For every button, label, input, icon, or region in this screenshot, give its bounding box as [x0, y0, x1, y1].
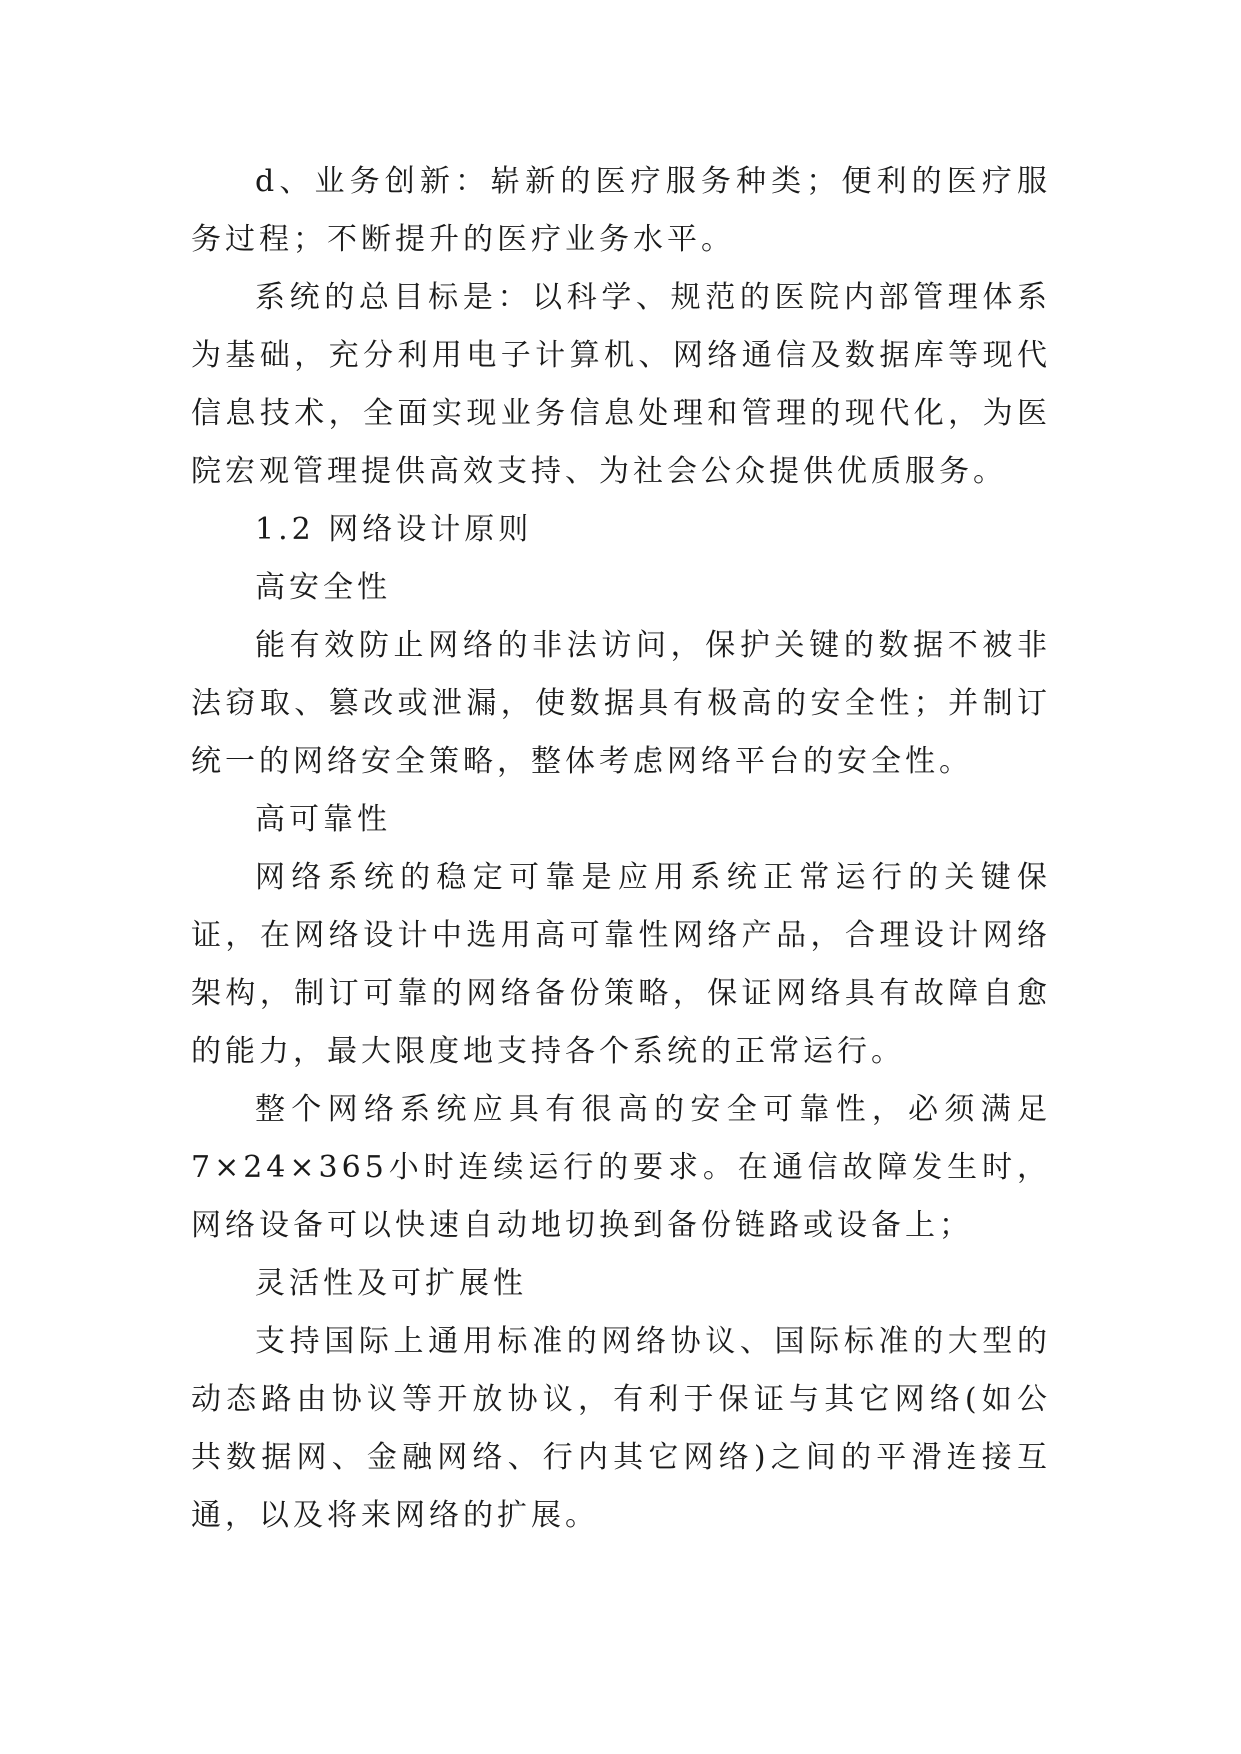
subheading-high-reliability: 高可靠性 — [255, 802, 391, 837]
paragraph-system-goal: 系统的总目标是：以科学、规范的医院内部管理体系为基础，充分利用电子计算机、网络通信及数据库等现代信息技术，全面实现业务信息处理和管理的现代化，为医院宏观管理提供高效支持、为社会公众提供优质服务。 — [191, 280, 1051, 489]
subheading-high-security: 高安全性 — [255, 570, 391, 605]
paragraph-flexibility: 支持国际上通用标准的网络协议、国际标准的大型的动态路由协议等开放协议，有利于保证与其它网络(如公共数据网、金融网络、行内其它网络)之间的平滑连接互通，以及将来网络的扩展。 — [191, 1324, 1051, 1533]
section-heading-1-2: 1.2 网络设计原则 — [255, 512, 533, 547]
paragraph-security: 能有效防止网络的非法访问，保护关键的数据不被非法窃取、篡改或泄漏，使数据具有极高的安全性；并制订统一的网络安全策略，整体考虑网络平台的安全性。 — [191, 628, 1051, 779]
paragraph-business-innovation: d、业务创新：崭新的医疗服务种类；便利的医疗服务过程；不断提升的医疗业务水平。 — [191, 164, 1051, 257]
document-body — [191, 153, 1051, 1545]
paragraph-reliability: 网络系统的稳定可靠是应用系统正常运行的关键保证，在网络设计中选用高可靠性网络产品，合理设计网络架构，制订可靠的网络备份策略，保证网络具有故障自愈的能力，最大限度地支持各个系统的正常运行。 — [191, 860, 1051, 1069]
paragraph-availability: 整个网络系统应具有很高的安全可靠性，必须满足7×24×365小时连续运行的要求。在通信故障发生时，网络设备可以快速自动地切换到备份链路或设备上； — [191, 1092, 1051, 1243]
subheading-flexibility: 灵活性及可扩展性 — [255, 1266, 527, 1301]
